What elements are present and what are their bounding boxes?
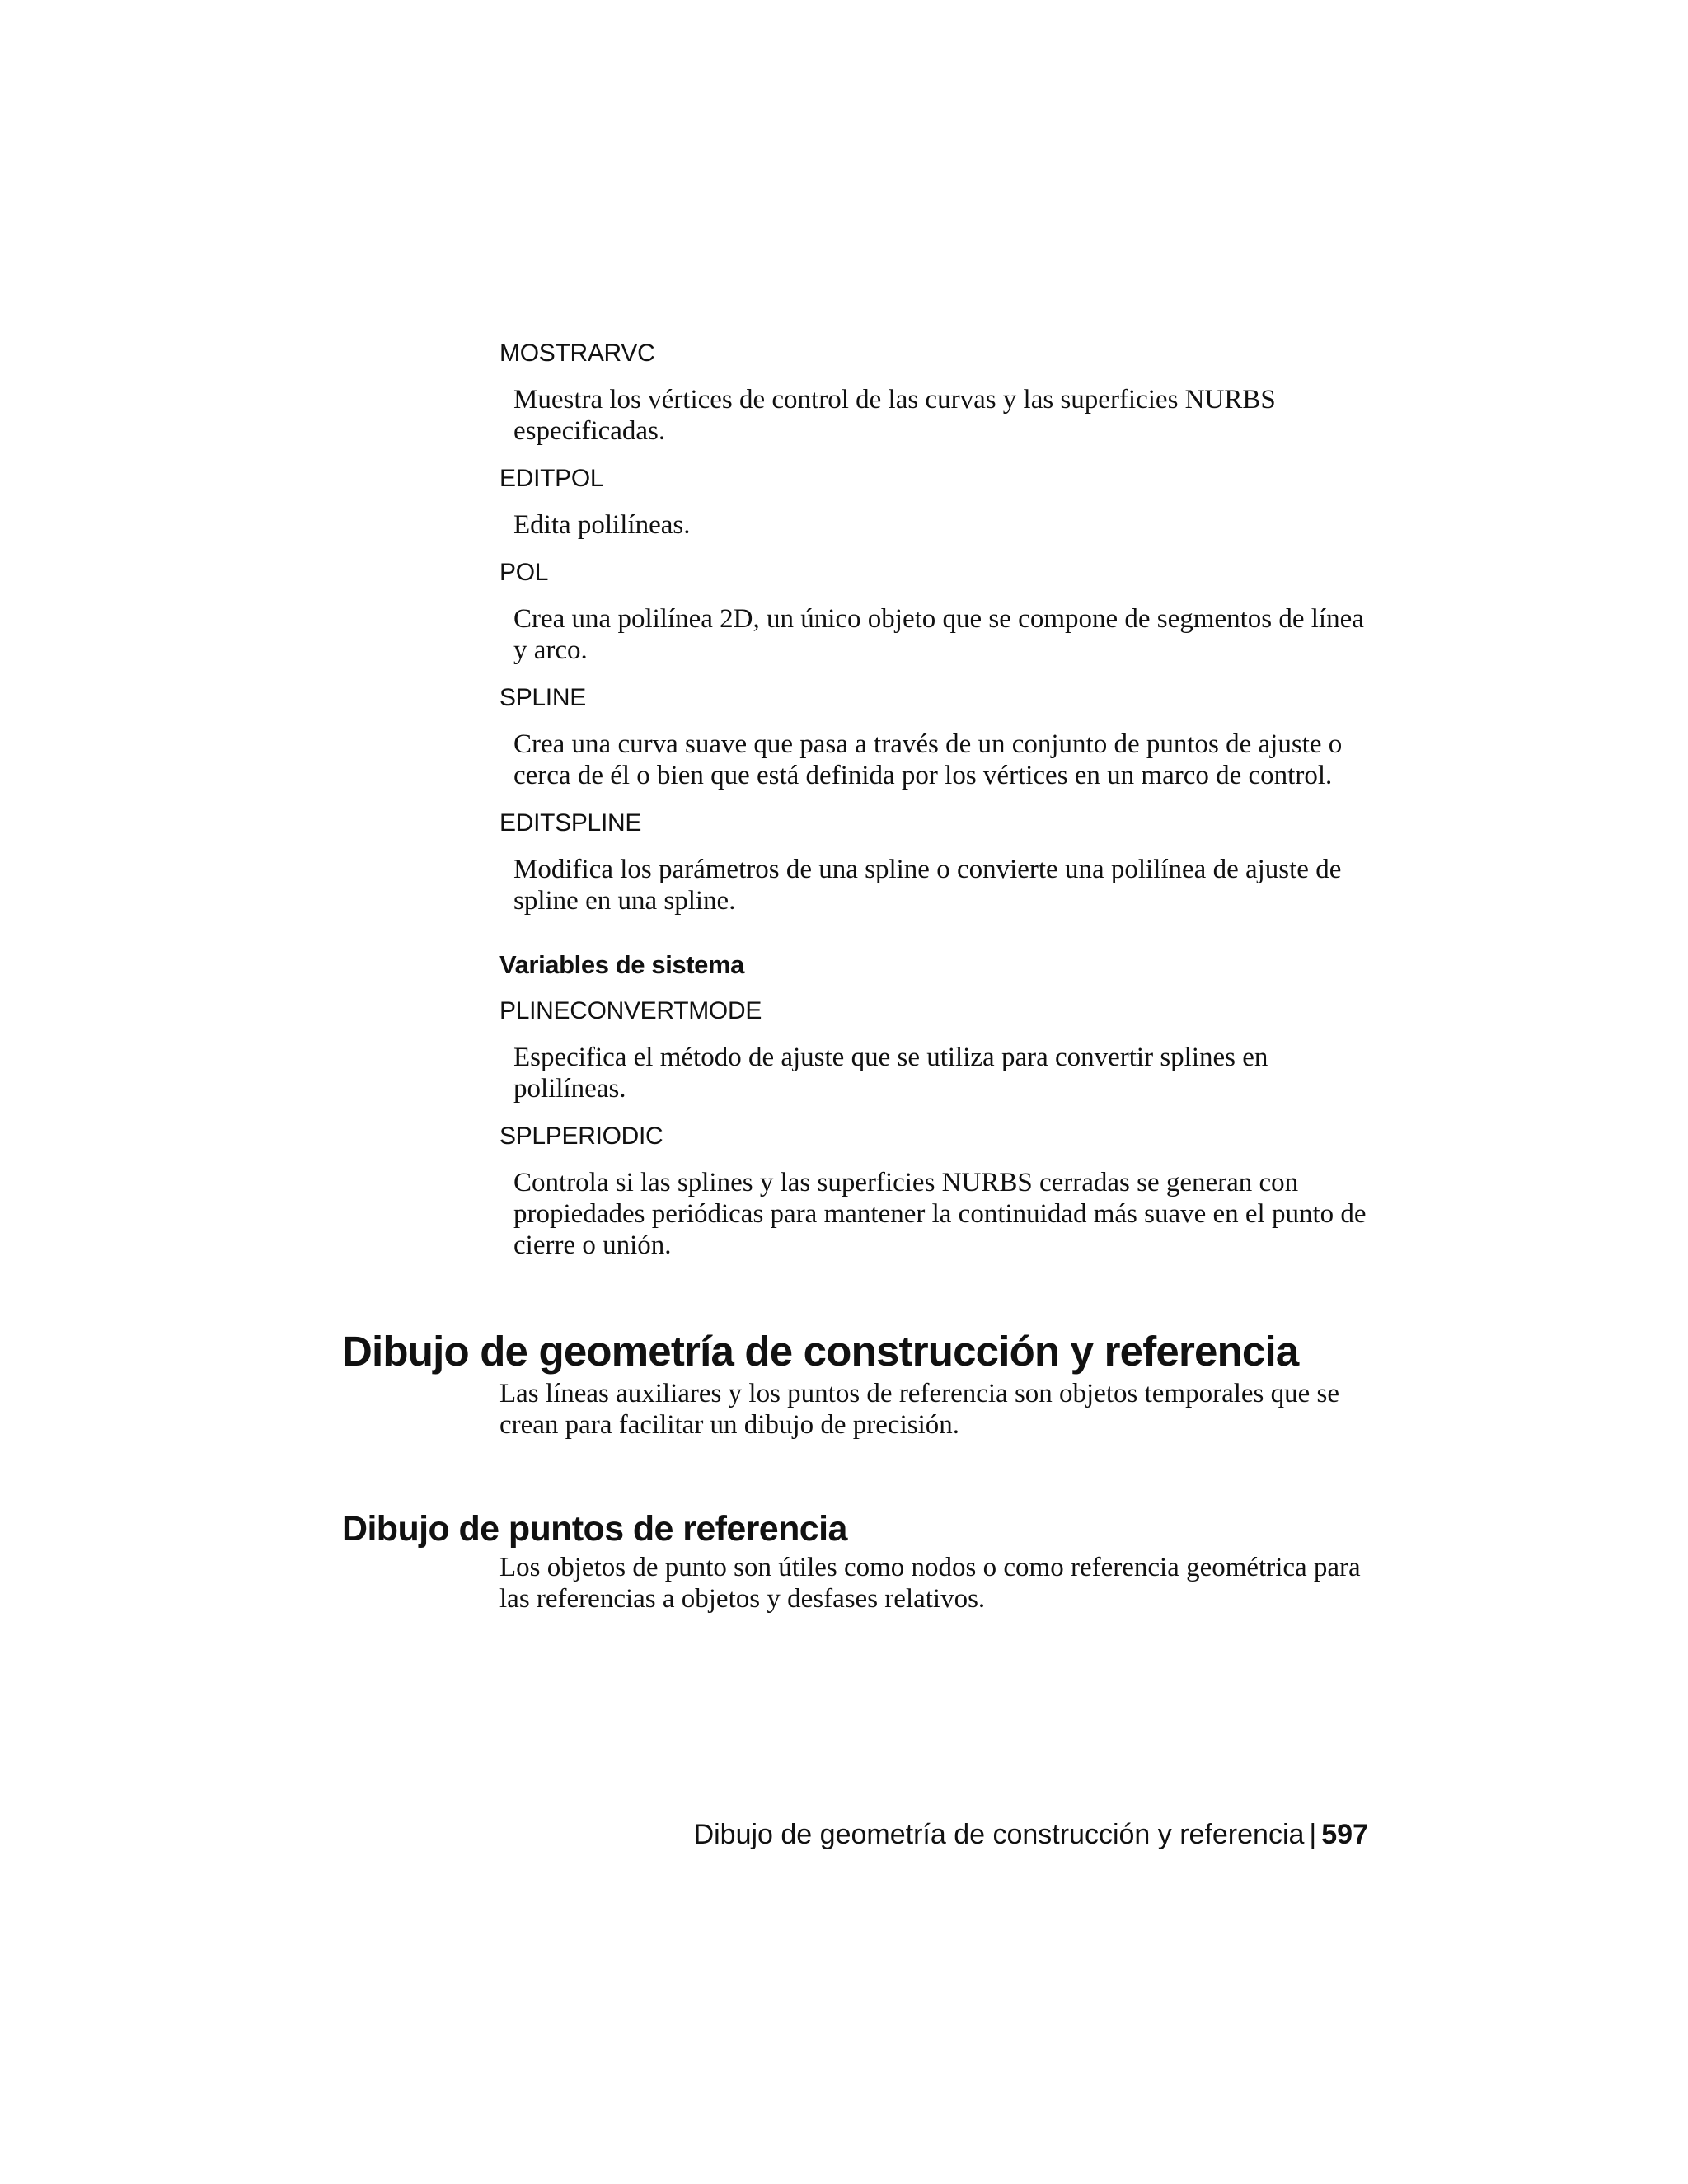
system-variables-heading: Variables de sistema	[499, 950, 745, 979]
section-reference-points	[342, 1507, 1381, 1615]
command-description: Modifica los parámetros de una spline o convierte una polilínea de ajuste de spline en una spline.	[513, 855, 1342, 916]
command-term: MOSTRARVC	[499, 340, 655, 367]
section-title: Dibujo de geometría de construcción y referencia	[342, 1328, 1299, 1375]
command-description: Crea una curva suave que pasa a través de un conjunto de puntos de ajuste o cerca de él o bien que está definida por los vértices en un marco de control.	[513, 729, 1343, 790]
variable-term: SPLPERIODIC	[499, 1122, 663, 1150]
section-construction-geometry	[342, 1327, 1381, 1441]
running-title: Dibujo de geometría de construcción y referencia	[693, 1819, 1305, 1850]
section-title: Dibujo de puntos de referencia	[342, 1509, 847, 1549]
variable-description: Controla si las splines y las superficies NURBS cerradas se generan con propiedades periódicas para mantener la continuidad más suave en el punto de cierre o unión.	[513, 1168, 1367, 1260]
page-footer	[694, 1816, 1368, 1853]
command-description: Edita polilíneas.	[513, 510, 691, 540]
variable-term: PLINECONVERTMODE	[499, 997, 762, 1024]
command-term: EDITSPLINE	[499, 809, 642, 837]
command-description: Muestra los vértices de control de las curvas y las superficies NURBS especificadas.	[513, 385, 1276, 446]
command-term: SPLINE	[499, 684, 586, 711]
variable-description: Especifica el método de ajuste que se utiliza para convertir splines en polilíneas.	[513, 1043, 1268, 1104]
command-list	[499, 338, 1373, 1277]
footer-separator: |	[1309, 1819, 1317, 1850]
command-term: EDITPOL	[499, 465, 604, 492]
section-body: Las líneas auxiliares y los puntos de referencia son objetos temporales que se crean para facilitar un dibujo de precisión.	[499, 1379, 1340, 1440]
command-term: POL	[499, 559, 549, 586]
command-description: Crea una polilínea 2D, un único objeto que se compone de segmentos de línea y arco.	[513, 604, 1364, 665]
page-number: 597	[1321, 1819, 1368, 1850]
section-body: Los objetos de punto son útiles como nodos o como referencia geométrica para las referencias a objetos y desfases relativos.	[499, 1553, 1361, 1614]
